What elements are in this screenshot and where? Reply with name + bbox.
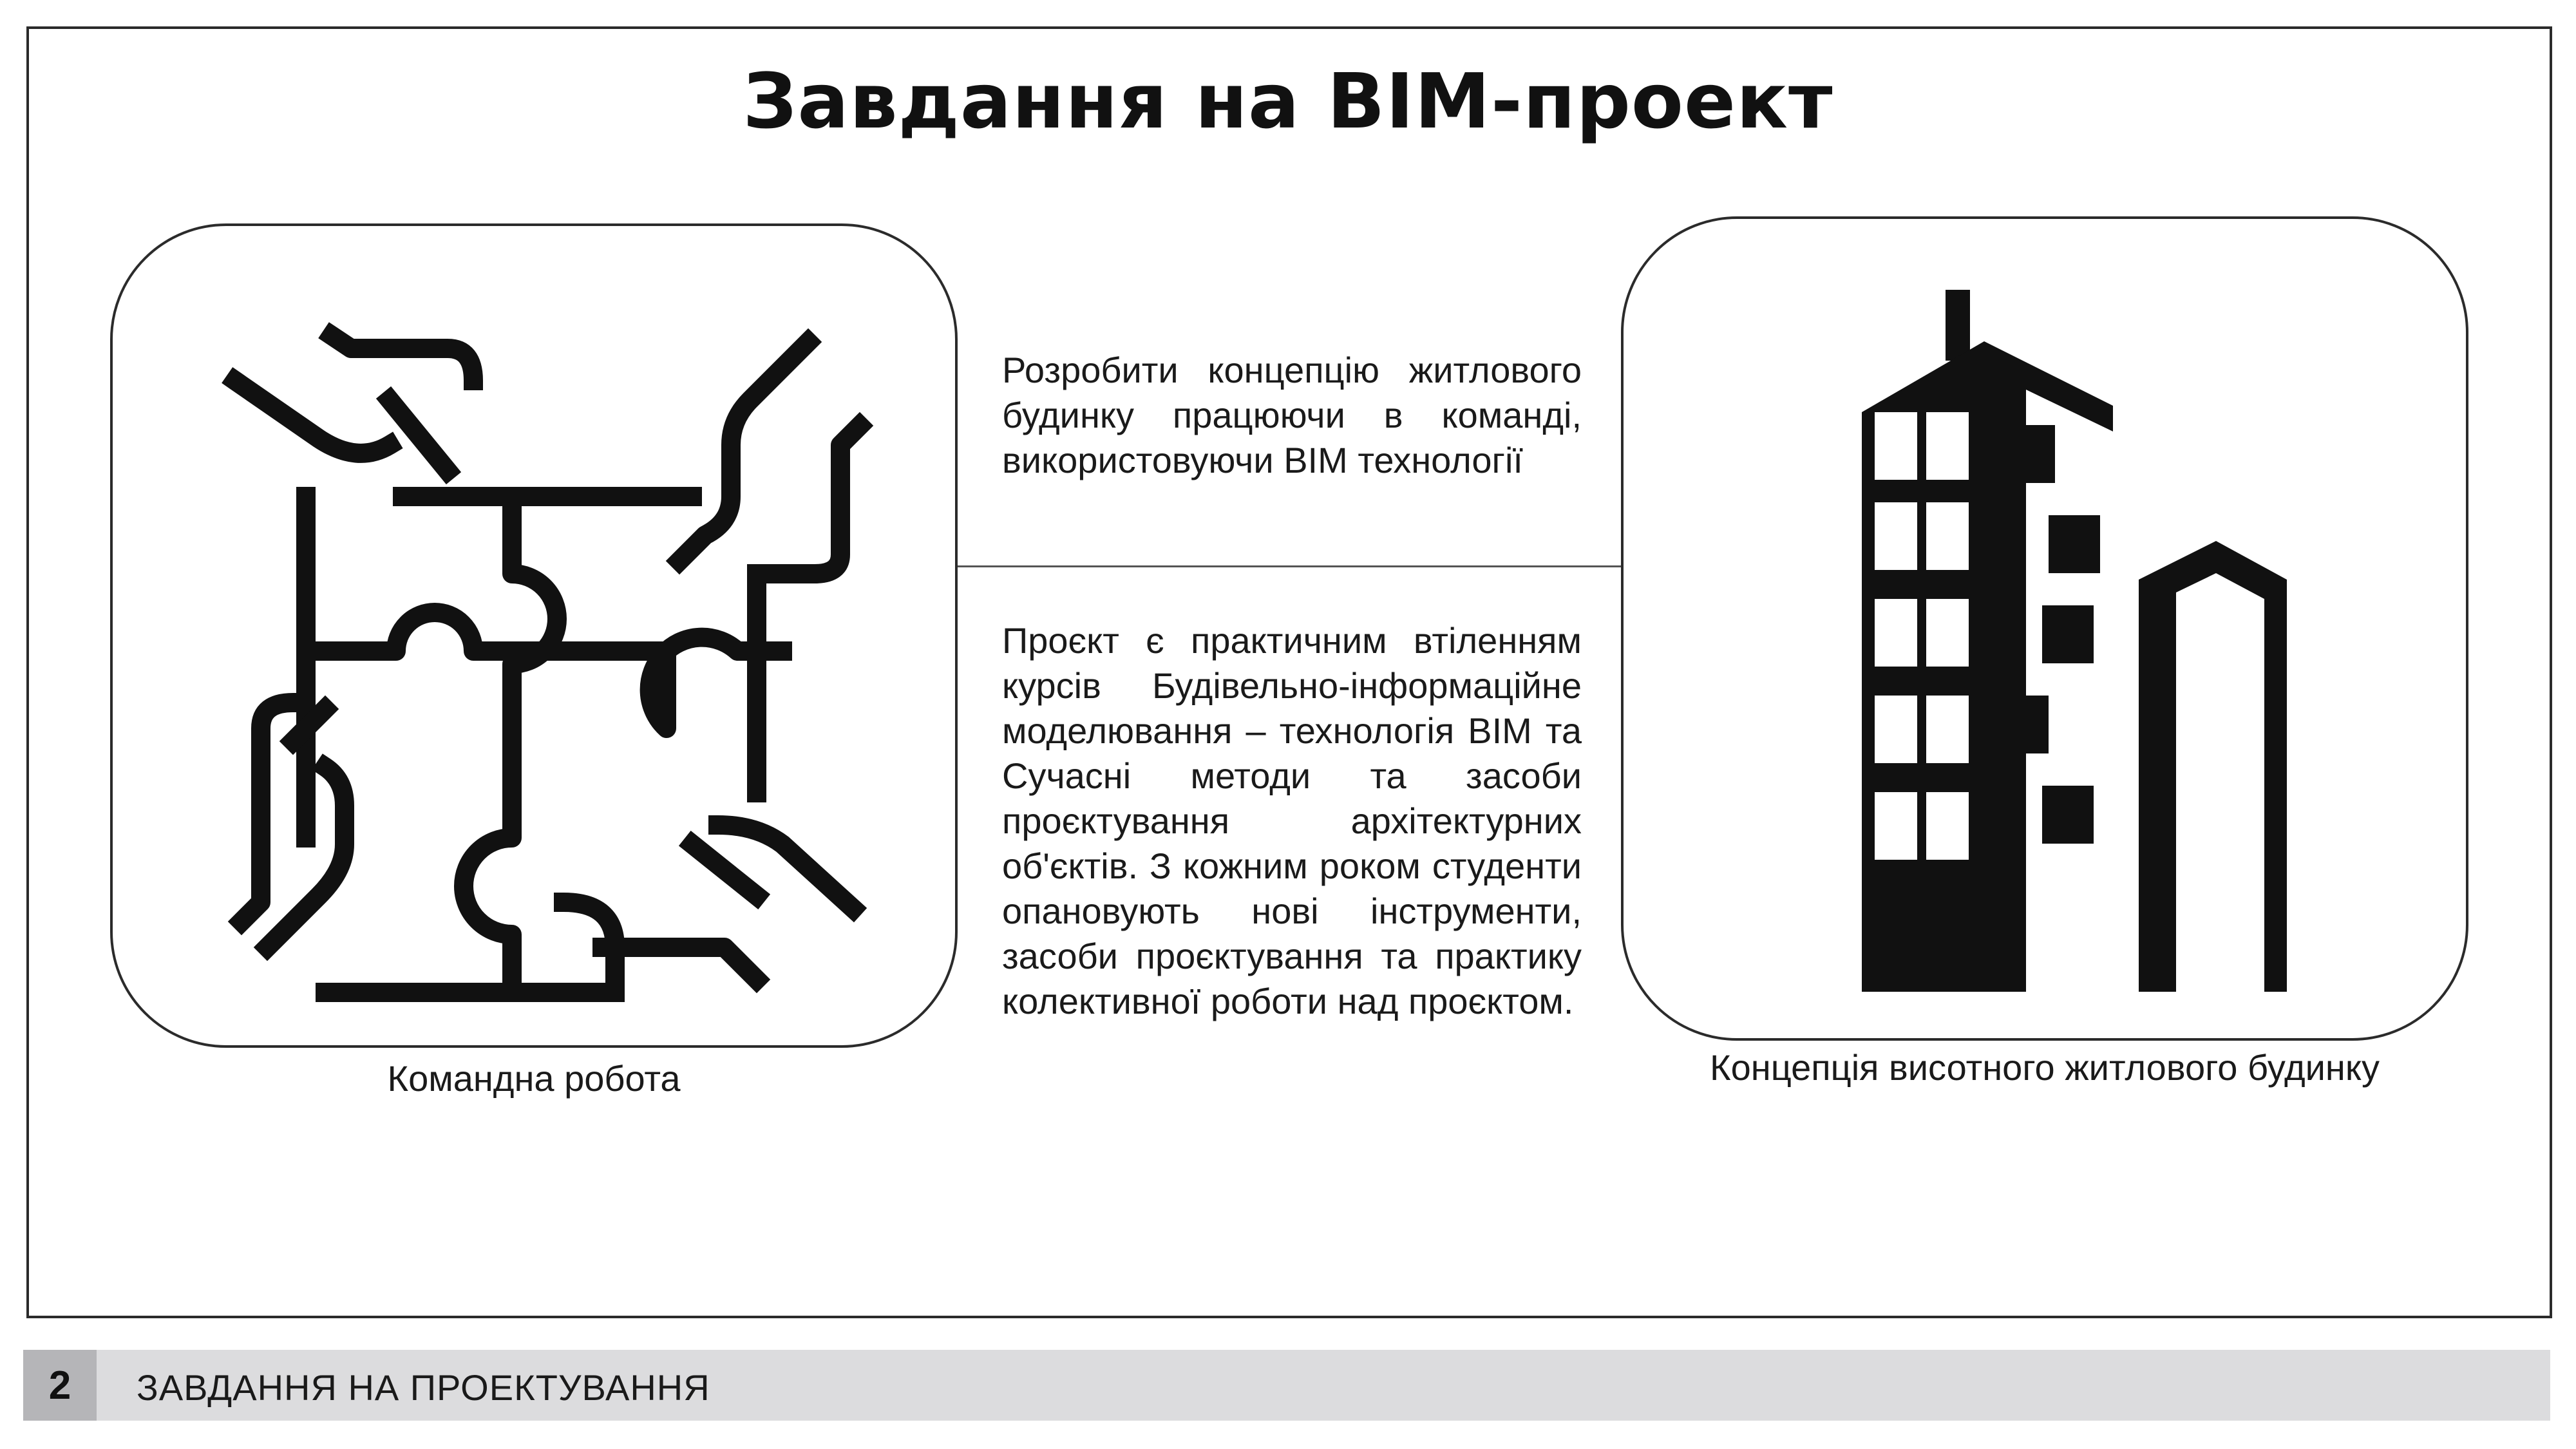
- building-card: [1621, 216, 2468, 1041]
- page-title: Завдання на BIM-проект: [743, 57, 1833, 146]
- section-title: ЗАВДАННЯ НА ПРОЕКТУВАННЯ: [137, 1367, 710, 1408]
- page-number: 2: [23, 1350, 97, 1421]
- teamwork-caption: Командна робота: [387, 1058, 681, 1099]
- high-rise-building-icon: [1624, 219, 2471, 1043]
- puzzle-hands-icon: [113, 226, 960, 1050]
- teamwork-card: [110, 223, 958, 1048]
- goal-paragraph: Розробити концепцію житлового будинку працюючи в команді, використовуючи BIM технології: [1002, 350, 1582, 480]
- building-caption: Концепція висотного житлового будинку: [1710, 1047, 2380, 1088]
- divider: [958, 565, 1621, 567]
- description-paragraph: Проєкт є практичним втіленням курсів Будівельно-інформаційне моделювання – технологія BIM та Сучасні методи та засоби проєктування архітектурних об'єктів. З кожним роком студенти опановують нові інструменти, засоби проєктування та практику колективної роботи над проєктом.: [1002, 620, 1582, 1021]
